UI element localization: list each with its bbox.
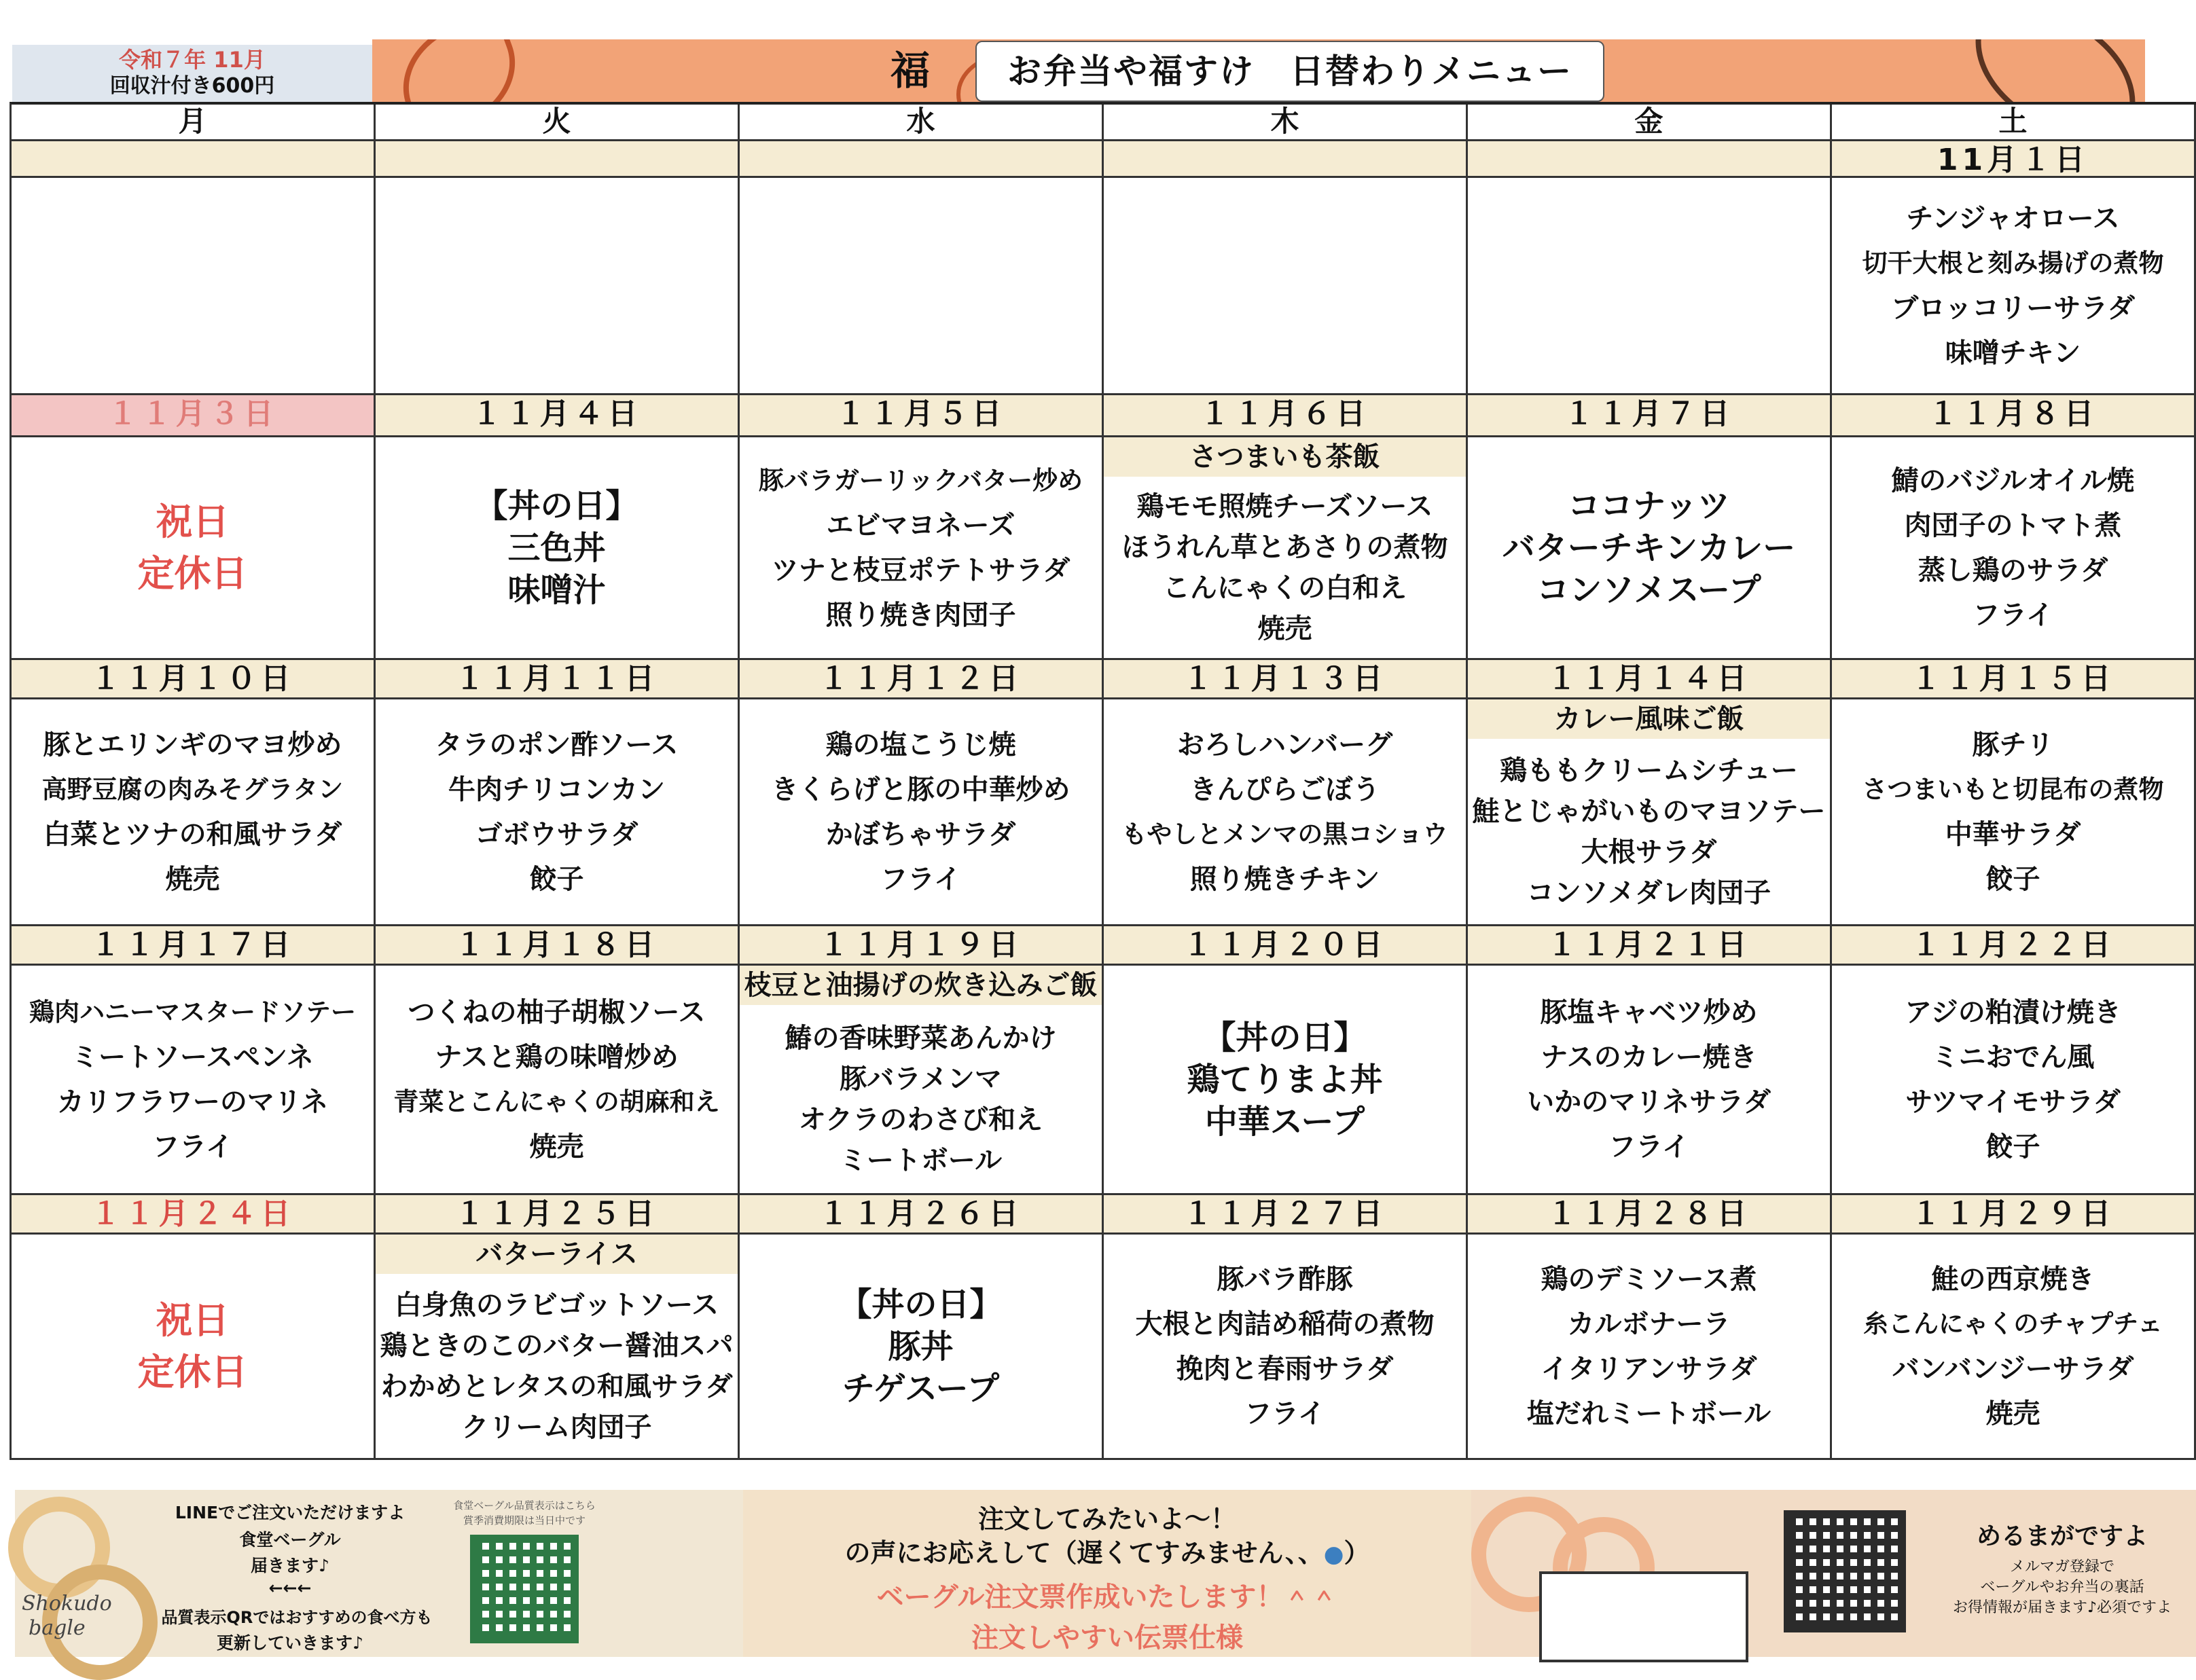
menu-item: 大根サラダ [1581, 836, 1717, 868]
menu-item: オクラのわさび和え [798, 1103, 1043, 1135]
menu-item: 三色丼 [507, 528, 606, 567]
menu-item: かぼちゃサラダ [825, 818, 1016, 850]
menu-item: つくねの柚子胡椒ソース [408, 996, 706, 1028]
date-cell: １１月２５日 [376, 1195, 740, 1235]
menu-item: 照り焼きチキン [1189, 863, 1380, 895]
menu-item: サツマイモサラダ [1905, 1086, 2121, 1118]
menu-cell [376, 699, 740, 926]
menu-calendar [10, 102, 2196, 1460]
menu-item: おろしハンバーグ [1176, 729, 1393, 761]
page-title: お弁当や福すけ 日替わりメニュー [975, 41, 1604, 102]
menu-item: さつまいもと切昆布の煮物 [1862, 774, 2164, 804]
date-cell: １１月１７日 [12, 926, 376, 966]
menu-item: 鶏ときのこのバター醤油スパ [380, 1330, 734, 1362]
menu-cell [740, 178, 1104, 395]
menu-item: ほうれん草とあさりの煮物 [1121, 531, 1448, 563]
date-cell: １１月７日 [1468, 395, 1832, 437]
menu-cell [1104, 437, 1468, 660]
menu-item: 餃子 [529, 863, 584, 895]
date-cell: １１月４日 [376, 395, 740, 437]
weekday-header: 金 [1468, 105, 1832, 141]
menu-item: 焼売 [1257, 613, 1312, 644]
menu-cell [12, 699, 376, 926]
shop-logo: 福 [890, 48, 930, 94]
menu-cell [1832, 1235, 2196, 1460]
menu-item: 大根と肉詰め稲荷の煮物 [1135, 1308, 1435, 1340]
date-cell: １１月１１日 [376, 660, 740, 699]
rice-of-the-day: さつまいも茶飯 [1104, 437, 1466, 477]
weekday-header: 土 [1832, 105, 2196, 141]
date-cell: １１月５日 [740, 395, 1104, 437]
menu-item: きくらげと豚の中華炒め [771, 773, 1070, 805]
leaf-decoration [1956, 39, 2145, 102]
menu-list [1468, 739, 1830, 924]
date-cell: １１月１３日 [1104, 660, 1468, 699]
menu-item: ブロッコリーサラダ [1891, 292, 2135, 324]
newsletter-sub: お得情報が届きます♪必須ですよ [1952, 1599, 2172, 1616]
menu-item: 照り焼き肉団子 [825, 599, 1016, 631]
newsletter-sub: メルマガ登録で [2009, 1558, 2114, 1575]
menu-item: カルボナーラ [1567, 1308, 1731, 1340]
menu-item: 餃子 [1985, 863, 2040, 895]
menu-item: 焼売 [165, 863, 220, 895]
menu-item: 中華サラダ [1945, 818, 2081, 850]
menu-cell [1468, 966, 1832, 1195]
date-cell [12, 141, 376, 178]
holiday-closed: 定休日 [137, 551, 248, 595]
date-cell [740, 141, 1104, 178]
menu-cell [1104, 1235, 1468, 1460]
menu-item: ツナと枝豆ポテトサラダ [771, 554, 1070, 586]
menu-item: 餃子 [1985, 1131, 2040, 1163]
menu-item: 豚チリ [1972, 729, 2054, 761]
menu-cell [12, 178, 376, 395]
bento-photo [1539, 1571, 1748, 1662]
menu-item: 鮭の西京焼き [1931, 1263, 2095, 1295]
menu-cell [1104, 178, 1468, 395]
menu-item: カリフラワーのマリネ [56, 1086, 329, 1118]
menu-cell [376, 178, 740, 395]
weekday-header: 木 [1104, 105, 1468, 141]
date-cell: １１月２９日 [1832, 1195, 2196, 1235]
menu-item: もやしとメンマの黒コショウ [1121, 819, 1448, 849]
menu-item: 味噌チキン [1945, 337, 2081, 369]
date-cell: １１月１４日 [1468, 660, 1832, 699]
rice-of-the-day: バターライス [376, 1235, 738, 1274]
menu-cell [1468, 437, 1832, 660]
menu-item: 中華スープ [1204, 1102, 1365, 1141]
menu-item: フライ [1973, 599, 2053, 631]
order-announcement: ベーグル注文票作成いたします！＾＾ [876, 1582, 1338, 1613]
menu-cell [1832, 437, 2196, 660]
menu-item: バターチキンカレー [1502, 528, 1796, 567]
holiday-closed: 祝日 [156, 1298, 230, 1342]
menu-item: 焼売 [529, 1131, 584, 1163]
date-cell: １１月１０日 [12, 660, 376, 699]
menu-item: きんぴらごぼう [1189, 773, 1380, 805]
menu-item: 豚とエリンギのマヨ炒め [43, 729, 342, 761]
menu-list [1104, 477, 1466, 658]
menu-cell [1832, 178, 2196, 395]
weekday-header: 火 [376, 105, 740, 141]
rice-of-the-day: カレー風味ご飯 [1468, 699, 1830, 739]
date-cell: １１月６日 [1104, 395, 1468, 437]
date-cell: １１月２８日 [1468, 1195, 1832, 1235]
menu-item: いかのマリネサラダ [1527, 1086, 1771, 1118]
newsletter-qr-code[interactable] [1784, 1510, 1906, 1632]
date-cell [1104, 141, 1468, 178]
date-cell: １１月２７日 [1104, 1195, 1468, 1235]
date-cell [376, 141, 740, 178]
menu-item: チンジャオロース [1906, 202, 2120, 234]
menu-item: コンソメダレ肉団子 [1526, 877, 1771, 909]
menu-item: チゲスープ [842, 1369, 1000, 1408]
newsletter-title: めるまがですよ [1976, 1522, 2148, 1550]
quality-qr-code[interactable] [470, 1535, 579, 1643]
menu-item: フライ [1608, 1131, 1689, 1163]
qr-caption: 食堂ベーグル品質表示はこちら [453, 1499, 596, 1512]
date-cell: １１月１５日 [1832, 660, 2196, 699]
menu-cell [1832, 966, 2196, 1195]
menu-cell [376, 1235, 740, 1460]
menu-list [740, 1005, 1102, 1193]
newsletter-sub: ベーグルやお弁当の裏話 [1980, 1579, 2144, 1596]
menu-item: 味噌汁 [507, 570, 606, 609]
menu-item: 【丼の日】 [839, 1285, 1003, 1323]
menu-item: 挽肉と春雨サラダ [1176, 1353, 1394, 1385]
menu-item: 切干大根と刻み揚げの煮物 [1862, 248, 2164, 278]
menu-item: 肉団子のトマト煮 [1904, 509, 2122, 541]
arrows: ←←← [268, 1578, 312, 1598]
order-subline: の声にお応えして（遅くてすみません、、●） [844, 1538, 1370, 1568]
qr-note: 品質表示QRではおすすめの食べ方も [161, 1608, 433, 1627]
menu-cell [1832, 699, 2196, 926]
menu-cell [1468, 178, 1832, 395]
menu-cell [1104, 966, 1468, 1195]
weekday-header: 月 [12, 105, 376, 141]
menu-item: クリーム肉団子 [461, 1411, 652, 1443]
menu-item: 糸こんにゃくのチャプチェ [1862, 1309, 2163, 1338]
menu-item: バンバンジーサラダ [1892, 1353, 2134, 1385]
menu-cell [740, 699, 1104, 926]
menu-item: ミニおでん風 [1931, 1041, 2095, 1073]
bagel-name: 食堂ベーグル [239, 1530, 341, 1550]
menu-item: 塩だれミートボール [1526, 1398, 1771, 1429]
bubble-icon: ● [1323, 1541, 1344, 1568]
month-label-box [12, 45, 372, 102]
menu-item: 豚塩キャベツ炒め [1540, 996, 1758, 1028]
menu-cell [376, 437, 740, 660]
line-order-text: LINEでご注文いただけますよ [175, 1503, 406, 1522]
menu-item: アジの粕漬け焼き [1905, 996, 2121, 1028]
menu-item: 白身魚のラビゴットソース [394, 1289, 719, 1321]
deliver-text: 届きます♪ [251, 1556, 329, 1575]
menu-item: 鰆の香味野菜あんかけ [785, 1022, 1057, 1054]
date-cell: １１月１８日 [376, 926, 740, 966]
order-headline: 注文してみたいよ～！ [977, 1504, 1236, 1534]
date-cell [1468, 141, 1832, 178]
footer-bagel-order [743, 1490, 1471, 1657]
menu-item: 【丼の日】 [1203, 1018, 1367, 1057]
update-note: 更新していきます♪ [217, 1633, 363, 1653]
menu-item: 鶏肉ハニーマスタードソテー [29, 997, 356, 1027]
rice-of-the-day: 枝豆と油揚げの炊き込みご飯 [740, 966, 1102, 1005]
menu-cell [1468, 699, 1832, 926]
menu-item: わかめとレタスの和風サラダ [380, 1370, 733, 1402]
menu-cell [1104, 699, 1468, 926]
date-cell: １１月３日 [12, 395, 376, 437]
menu-item: 鶏のデミソース煮 [1541, 1263, 1757, 1295]
menu-cell [740, 1235, 1104, 1460]
menu-cell [12, 1235, 376, 1460]
date-cell: 11月１日 [1832, 141, 2196, 178]
order-slip-note: 注文しやすい伝票仕様 [971, 1622, 1243, 1654]
menu-item: 蒸し鶏のサラダ [1918, 554, 2108, 586]
menu-cell [1468, 1235, 1832, 1460]
menu-item: フライ [152, 1131, 233, 1163]
menu-item: 牛肉チリコンカン [448, 773, 666, 805]
menu-item: イタリアンサラダ [1541, 1353, 1757, 1385]
date-cell: １１月２０日 [1104, 926, 1468, 966]
menu-item: 豚丼 [888, 1327, 954, 1366]
menu-cell [740, 437, 1104, 660]
footer-line-order [15, 1490, 743, 1657]
menu-item: フライ [1244, 1398, 1325, 1429]
date-cell: １１月１９日 [740, 926, 1104, 966]
menu-item: 高野豆腐の肉みそグラタン [41, 774, 344, 804]
price-label: 回収汁付き600円 [109, 74, 275, 98]
leaf-decoration [386, 39, 532, 102]
menu-item: コンソメスープ [1536, 570, 1761, 609]
menu-item: 青菜とこんにゃくの胡麻和え [393, 1086, 720, 1116]
menu-item: 鮭とじゃがいものマヨソテー [1472, 795, 1826, 827]
menu-item: ミートソースペンネ [71, 1041, 314, 1073]
menu-list [376, 1274, 738, 1458]
weekday-header: 水 [740, 105, 1104, 141]
menu-item: ナスのカレー焼き [1541, 1041, 1757, 1073]
menu-cell [740, 966, 1104, 1195]
menu-item: 豚バラガーリックバター炒め [758, 465, 1083, 495]
date-cell: １１月１２日 [740, 660, 1104, 699]
menu-item: 豚バラ酢豚 [1217, 1263, 1353, 1295]
menu-item: ミートボール [839, 1144, 1003, 1176]
menu-cell [12, 966, 376, 1195]
date-cell: １１月８日 [1832, 395, 2196, 437]
menu-item: ゴボウサラダ [475, 818, 638, 850]
menu-cell [12, 437, 376, 660]
menu-cell [376, 966, 740, 1195]
menu-item: タラのポン酢ソース [435, 729, 679, 761]
menu-item: 鶏てりまよ丼 [1187, 1060, 1383, 1099]
date-cell: １１月２１日 [1468, 926, 1832, 966]
menu-item: フライ [880, 863, 961, 895]
brand-script: bagle [29, 1616, 86, 1640]
menu-item: 鯖のバジルオイル焼 [1892, 464, 2134, 496]
menu-item: 鶏ももクリームシチュー [1500, 754, 1798, 786]
menu-item: 豚バラメンマ [840, 1063, 1002, 1095]
menu-item: ナスと鶏の味噌炒め [435, 1041, 679, 1073]
menu-item: こんにゃくの白和え [1162, 572, 1407, 604]
menu-item: 鶏の塩こうじ焼 [825, 729, 1016, 761]
holiday-closed: 定休日 [137, 1350, 248, 1393]
qr-caption: 賞季消費期限は当日中です [463, 1514, 586, 1527]
brand-script: Shokudo [22, 1592, 112, 1615]
date-cell: １１月２４日 [12, 1195, 376, 1235]
menu-item: 焼売 [1985, 1398, 2040, 1429]
menu-item: エビマヨネーズ [826, 509, 1015, 541]
footer-newsletter [1471, 1490, 2196, 1657]
menu-item: 白菜とツナの和風サラダ [43, 818, 342, 850]
menu-item: 【丼の日】 [475, 486, 638, 525]
menu-item: 鶏モモ照焼チーズソース [1136, 490, 1433, 522]
date-cell: １１月２２日 [1832, 926, 2196, 966]
month-label: 令和７年 11月 [119, 47, 266, 73]
date-cell: １１月２６日 [740, 1195, 1104, 1235]
holiday-closed: 祝日 [156, 500, 230, 543]
menu-item: ココナッツ [1567, 486, 1731, 525]
